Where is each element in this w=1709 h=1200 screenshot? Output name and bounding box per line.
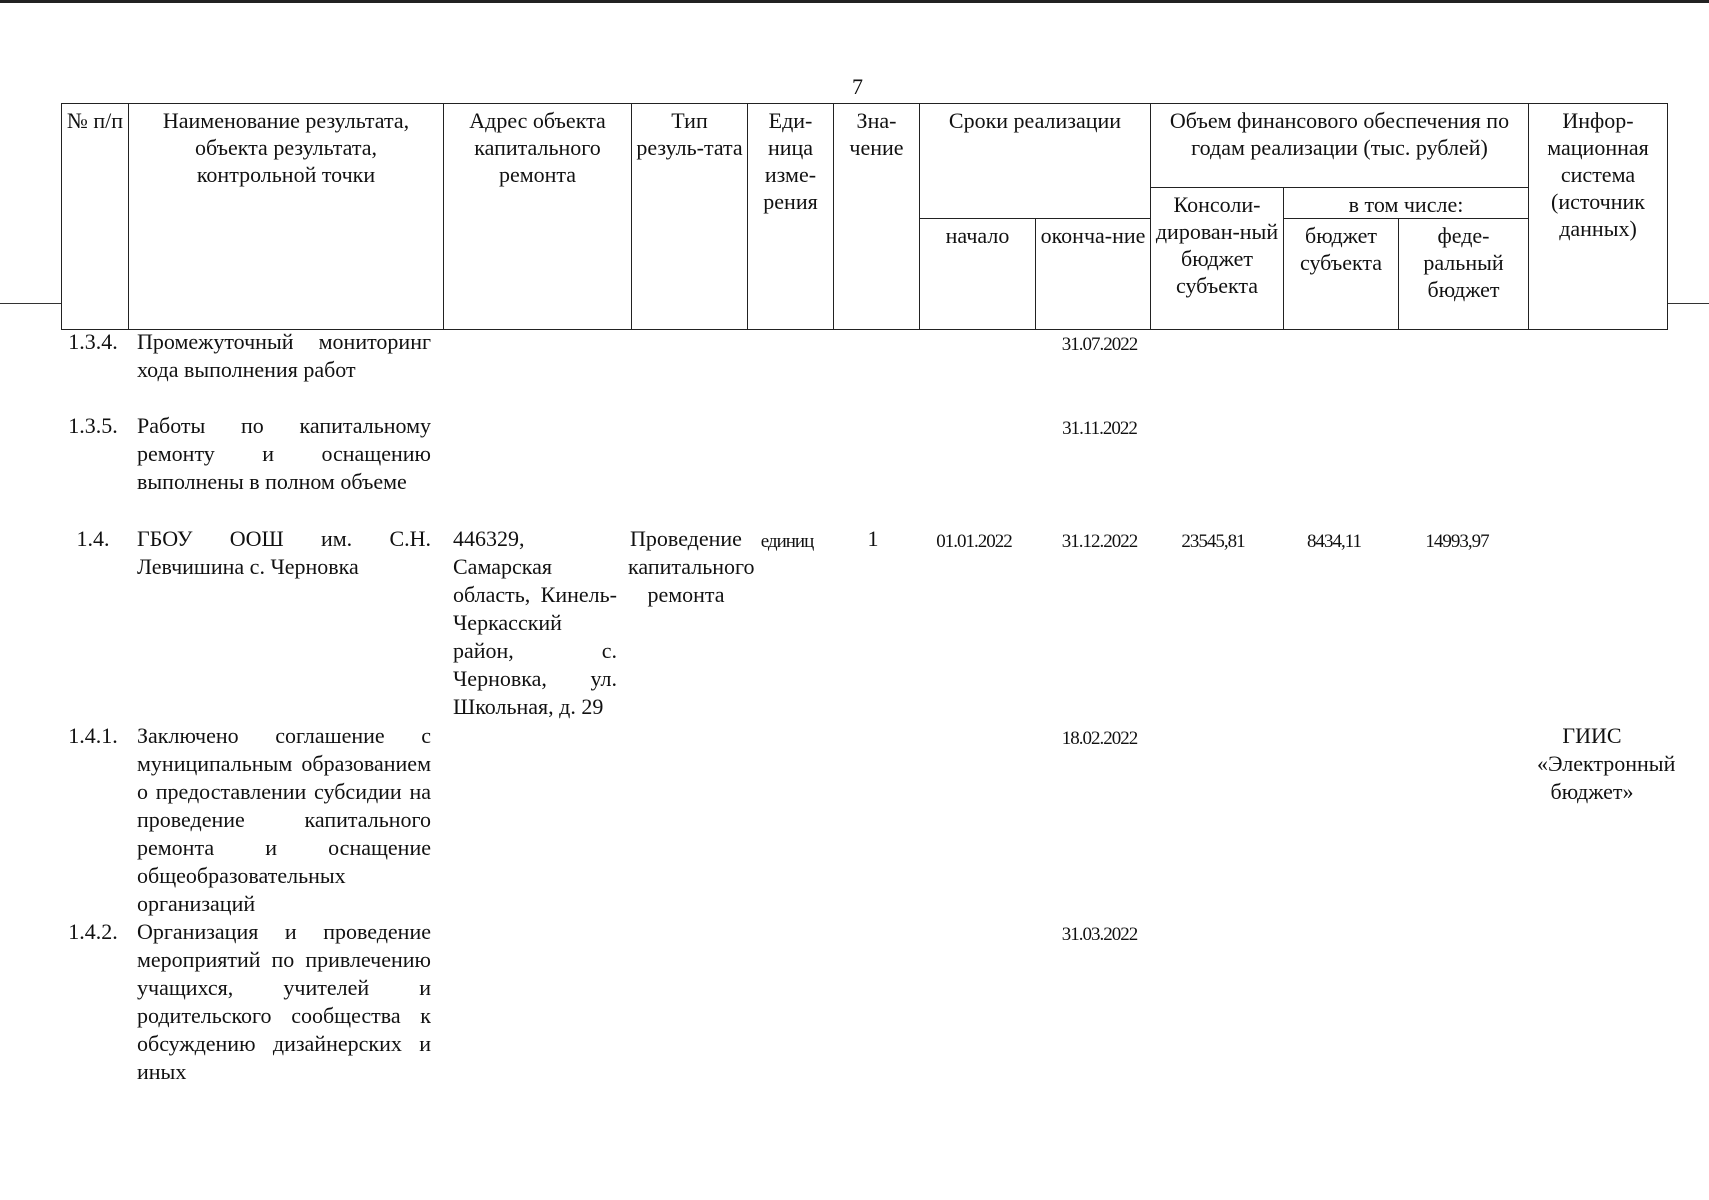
row-1-3-5-num: 1.3.5. [68, 413, 118, 438]
header-consolidated: Консоли-дирован-ный бюджет субъекта [1151, 188, 1284, 330]
row-1-4-2-num: 1.4.2. [68, 919, 118, 944]
row-1-4-num: 1.4. [76, 526, 110, 551]
row-1-4-unit: единиц [760, 531, 814, 552]
row-1-4-start: 01.01.2022 [936, 531, 1012, 552]
header-type: Тип резуль-тата [632, 104, 748, 330]
row-1-4-1-name: Заключено соглашение с муниципальным образованием о предоставлении субсидии на проведение капитального ремонта и оснащение общеобразовательных организаций [137, 723, 431, 916]
header-federal-budget-bottom [1399, 304, 1529, 330]
header-subject-budget-bottom [1284, 304, 1399, 330]
header-start: начало [920, 219, 1036, 330]
row-1-3-5-end: 31.11.2022 [1062, 418, 1137, 439]
header-finance: Объем финансового обеспечения по годам реализации (тыс. рублей) [1151, 104, 1529, 188]
header-num: № п/п [62, 104, 129, 330]
row-1-4-type: Проведение капитального ремонта [628, 526, 755, 607]
header-address: Адрес объекта капитального ремонта [444, 104, 632, 330]
row-1-4-2-end: 31.03.2022 [1061, 924, 1138, 945]
header-info-system: Инфор-мационная система (источник данных) [1529, 104, 1668, 330]
table-header [61, 103, 1668, 330]
row-1-3-4-num: 1.3.4. [68, 329, 118, 354]
row-1-4-name: ГБОУ ООШ им. С.Н. Левчишина с. Черновка [137, 526, 431, 579]
row-1-4-2-name: Организация и проведение мероприятий по привлечению учащихся, учителей и родительского сообщества к обсуждению дизайнерских и иных [137, 919, 431, 1084]
scan-edge [0, 0, 1709, 3]
header-including: в том числе: [1284, 188, 1529, 219]
fold-line-left [0, 303, 62, 304]
row-1-4-consolidated: 23545,81 [1181, 531, 1245, 552]
header-value: Зна-чение [834, 104, 920, 330]
header-terms: Сроки реализации [920, 104, 1151, 219]
header-federal-budget: феде-ральный бюджет [1399, 219, 1529, 304]
row-1-4-federal-budget: 14993,97 [1425, 531, 1489, 552]
header-unit: Еди-ница изме-рения [748, 104, 834, 330]
header-name: Наименование результата, объекта результата, контрольной точки [129, 104, 444, 330]
row-1-3-4-end: 31.07.2022 [1061, 334, 1138, 355]
row-1-4-address: 446329, Самарская область, Кинель-Черкасский район, с. Черновка, ул. Школьная, д. 29 [453, 526, 617, 719]
row-1-3-5-name: Работы по капитальному ремонту и оснащению выполнены в полном объеме [137, 413, 431, 494]
header-end: оконча-ние [1036, 219, 1151, 330]
row-1-4-subject-budget: 8434,11 [1306, 531, 1362, 552]
row-1-3-4-name: Промежуточный мониторинг хода выполнения работ [137, 329, 431, 382]
row-1-4-end: 31.12.2022 [1061, 531, 1138, 552]
row-1-4-1-num: 1.4.1. [68, 723, 118, 748]
page-number: 7 [852, 74, 863, 99]
header-subject-budget: бюджет субъекта [1284, 219, 1399, 304]
row-1-4-1-info: ГИИС «Электронный бюджет» [1537, 723, 1676, 804]
fold-line-right [1667, 303, 1709, 304]
row-1-4-value: 1 [867, 526, 879, 551]
row-1-4-1-end: 18.02.2022 [1061, 728, 1138, 749]
